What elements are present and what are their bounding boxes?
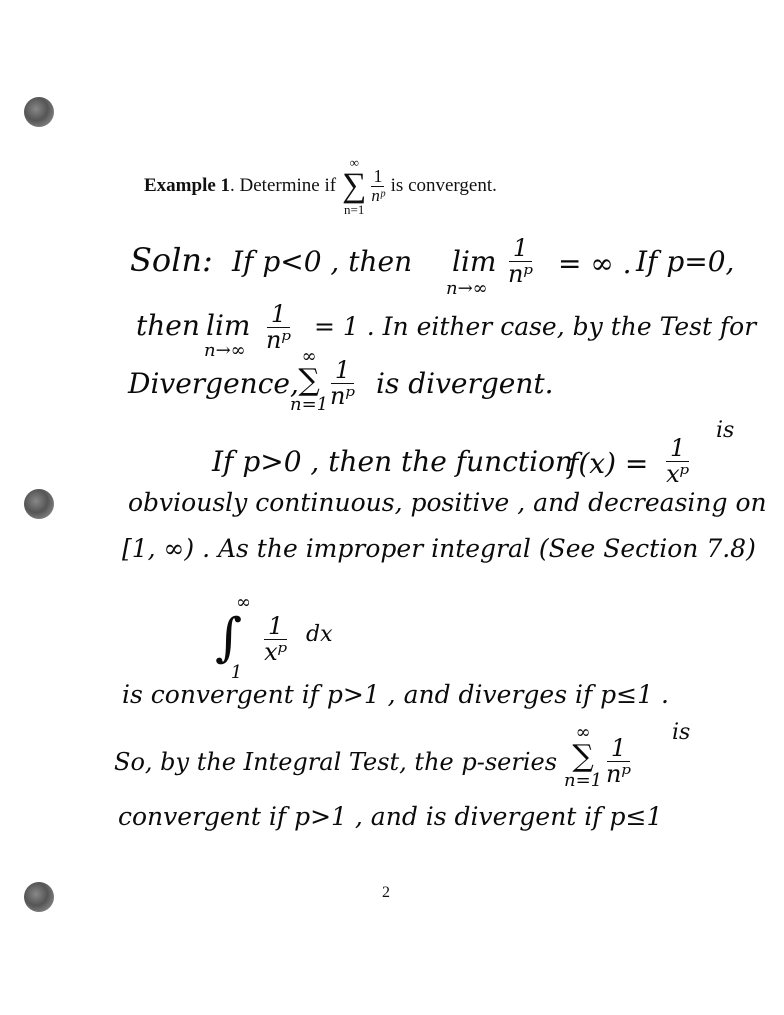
integral-fraction (264, 614, 287, 665)
frac-den: xᵖ (666, 460, 690, 489)
frac-den: nᵖ (606, 760, 632, 789)
integral (206, 594, 251, 682)
punch-hole-icon (24, 489, 54, 519)
line9-start: So, by the Integral Test, the p-series (114, 748, 558, 776)
sum-upper: ∞ (301, 346, 317, 367)
line10: convergent if p>1 , and is divergent if p≤1 (118, 802, 663, 831)
frac-den: nᵖ (266, 326, 292, 355)
sum-lower: n=1 (290, 394, 329, 415)
line4-fraction (666, 436, 689, 487)
line2-lim-sub: n→∞ (204, 340, 246, 361)
frac-num: 1 (373, 166, 383, 187)
sum-symbol: ∑ (342, 167, 367, 204)
frac-num: 1 (331, 358, 354, 384)
integral-dx: dx (306, 622, 333, 647)
frac-den: nᵖ (508, 260, 534, 289)
frac-num: 1 (607, 736, 630, 762)
example-text-before: . Determine if (230, 175, 337, 196)
example-text-after: is convergent. (390, 175, 497, 196)
sum-lower: n=1 (564, 770, 603, 791)
example-statement (144, 156, 497, 216)
sum-symbol: ∑ (572, 739, 594, 774)
line5: obviously continuous, positive , and decreasing on (128, 488, 767, 517)
frac-den: xᵖ (264, 638, 288, 667)
page-number: 2 (382, 884, 390, 901)
frac-num: 1 (264, 614, 287, 640)
line2-fraction (266, 302, 291, 353)
line6: [1, ∞) . As the improper integral (See Section 7.8) (122, 534, 756, 563)
line1-lim: lim (452, 245, 497, 278)
line1-if2: If p=0, (636, 245, 735, 278)
line2-then: then (136, 309, 200, 342)
line4-fx: f(x) = (568, 447, 649, 480)
line4-start: If p>0 , then the function (212, 445, 573, 478)
int-symbol: ∫ (214, 608, 243, 668)
line8: is convergent if p>1 , and diverges if p≤1 . (122, 680, 669, 709)
soln-label: Soln: (130, 241, 213, 279)
line1-fraction (508, 236, 533, 287)
fraction (371, 167, 384, 205)
line2-rest: = 1 . In either case, by the Test for (314, 312, 757, 341)
line9-fraction (606, 736, 631, 787)
sum-upper: ∞ (349, 155, 359, 170)
line1-lim-sub: n→∞ (446, 278, 488, 299)
line3-fraction (330, 358, 355, 409)
line1-if: If p<0 , then (232, 245, 413, 278)
sum-lower: n=1 (344, 202, 365, 217)
line9-summation (564, 724, 602, 790)
frac-den: nᵖ (330, 382, 356, 411)
line2-lim: lim (206, 309, 251, 342)
punch-hole-icon (24, 882, 54, 912)
frac-den: nᵖ (371, 186, 385, 206)
summation (342, 156, 366, 216)
int-upper: ∞ (236, 592, 251, 613)
sum-upper: ∞ (575, 722, 591, 743)
line3-summation (290, 348, 328, 414)
line3-divergence: Divergence, (128, 367, 299, 400)
frac-num: 1 (509, 236, 532, 262)
line1-eq: = ∞ . (558, 247, 632, 280)
sum-symbol: ∑ (298, 363, 320, 398)
frac-num: 1 (267, 302, 290, 328)
int-lower: 1 (230, 662, 243, 683)
line9-is: is (672, 720, 691, 745)
punch-hole-icon (24, 97, 54, 127)
example-label: Example 1 (144, 175, 231, 196)
line3-rest: is divergent. (376, 367, 554, 400)
frac-num: 1 (666, 436, 689, 462)
line4-is: is (716, 418, 735, 443)
